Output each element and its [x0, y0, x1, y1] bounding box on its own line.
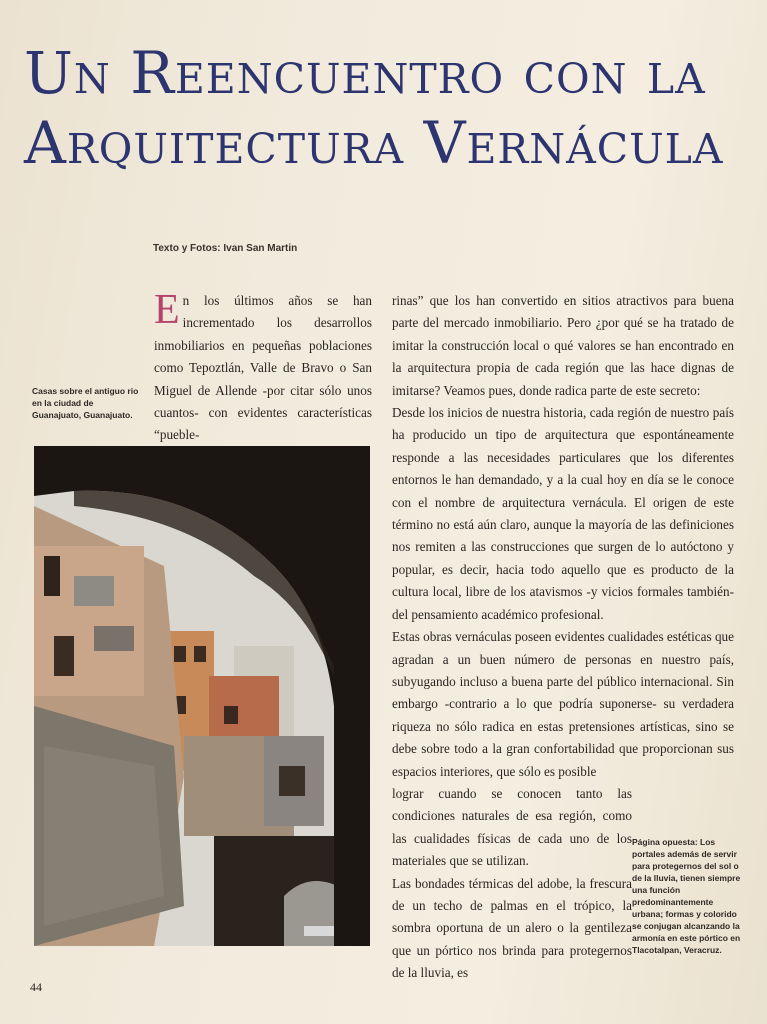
paragraph-2: Desde los inicios de nuestra historia, cada región de nuestro país ha producido un tipo de arquitectura que espontáneamente responde a las necesidades particulares que los diferentes entornos le han demandado, y a la cual hoy en día se le conoce con el nombre de arquitectura vernácula. El origen de este término no está aún claro, aunque la mayoría de las definiciones nos remiten a las construcciones que surgen de lo autóctono y popular, es decir, hacia todo aquello que es producto de la cultura local, libre de los atavismos -y vicios formales también- del pensamiento académico profesional. [392, 405, 734, 622]
text-column-1 [154, 287, 372, 447]
paragraph-3: Estas obras vernáculas poseen evidentes cualidades estéticas que agradan a un buen número de personas en nuestro país, subyugando incluso a buena parte del público internacional. Sin embargo -contrario a lo que podría suponerse- su verdadera riqueza no sólo radica en estas pretensiones artísticas, sino se debe sobre todo a la gran confortabilidad que proporcionan sus espacios interiores, que sólo es posible [392, 629, 734, 779]
photo-caption-right: Página opuesta: Los portales además de servir para protegernos del sol o de la lluvia, tienen siempre una función predominantemente urbana; formas y colorido se conjugan alcanzando la armonía en este pórtico en Tlacotalpan, Veracruz. [632, 837, 741, 955]
photo-caption-left: Casas sobre el antiguo rio en la ciudad de Guanajuato, Guanajuato. [32, 386, 139, 420]
byline: Texto y Fotos: Ivan San Martin [153, 243, 298, 254]
photo-illustration [34, 446, 370, 946]
intro-paragraph [154, 287, 372, 447]
paragraph-1: rinas” que los han convertido en sitios atractivos para buena parte del mercado inmobiliario. Pero ¿por qué se ha tratado de imitar la construcción local o qué valores se han encontrado en la arquitectura propia de cada región que las hace dignas de imitarse? Veamos pues, donde radica parte de este secreto: [392, 293, 734, 398]
title-line-1: Un Reencuentro con la [24, 39, 706, 107]
title-line-2: Arquitectura Vernácula [24, 109, 724, 177]
guanajuato-photo [34, 446, 370, 946]
intro-text: n los últimos años se han incrementado los desarrollos inmobiliarios en pequeñas poblaciones como Tepoztlán, Valle de Bravo o San Miguel de Allende -por citar sólo unos cuantos- con evidentes características “pueble- [154, 293, 372, 443]
article-title [24, 38, 744, 178]
drop-cap: E [154, 287, 180, 333]
paragraph-5: Las bondades térmicas del adobe, la frescura de un techo de palmas en el trópico, la sombra oportuna de un alero o la gentileza que un pórtico nos brinda para protegernos de la lluvia, es [392, 875, 632, 981]
paragraph-4: lograr cuando se conocen tanto las condiciones naturales de esa región, como las cualidades físicas de cada uno de los materiales que se utilizan. [392, 785, 632, 869]
page-number: 44 [30, 980, 42, 994]
